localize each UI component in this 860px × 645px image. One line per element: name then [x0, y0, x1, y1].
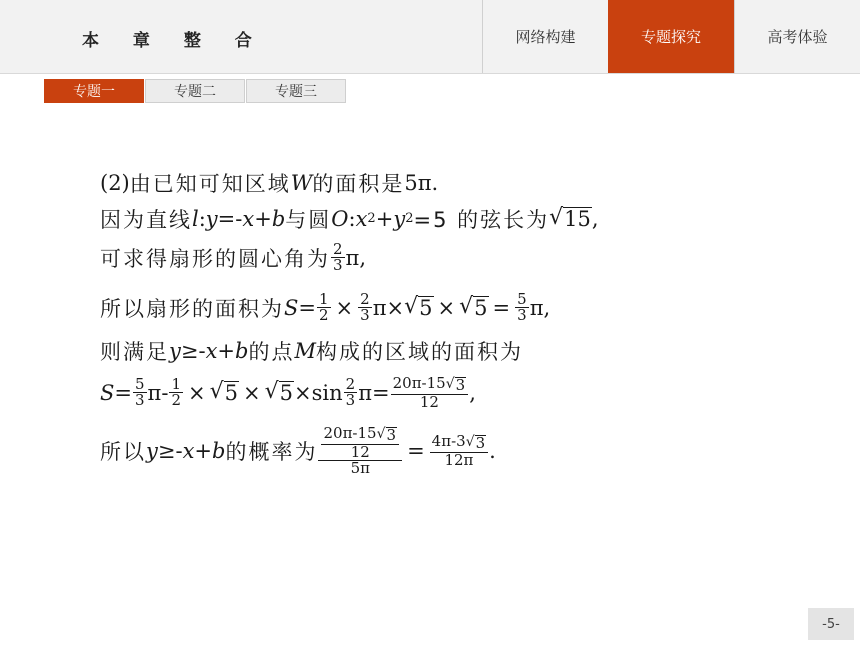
fraction-2-3: $\frac{2}{3}$	[360, 290, 370, 324]
solution-line-1: (2) 由已知可知区域 W 的面积是 5π.	[100, 171, 439, 196]
tab-topic-explore[interactable]: 专题探究	[608, 0, 734, 73]
sqrt-15: √ 15	[549, 205, 591, 232]
subtab-topic-2[interactable]: 专题二	[145, 79, 245, 103]
subtab-topic-1[interactable]: 专题一	[44, 79, 144, 103]
fraction-area-result: 20π-15 √ 3 12	[391, 376, 469, 410]
header	[0, 0, 860, 74]
topic-subtabs	[44, 79, 347, 103]
solution-line-4: 所以扇形的面积为 S = $\frac{1}{2}$ × $\frac{2}{3}$ π× √ 5 × √ 5 = $\frac{5}{3}$ π,	[100, 290, 551, 324]
fraction-5-3: $\frac{5}{3}$	[135, 375, 145, 410]
tab-exam-experience[interactable]: 高考体验	[734, 0, 860, 73]
fraction-2-3: $\frac{2}{3}$	[333, 240, 343, 274]
fraction-probability-result: 4π-3 √ 3 12π	[430, 434, 488, 468]
sqrt-5: √ 5	[404, 293, 433, 320]
main-nav	[482, 0, 860, 73]
solution-line-6: S = $\frac{5}{3}$ π- $\frac{1}{2}$ × √ 5 × √ 5 ×sin $\frac{2}{3}$ π= 20π-15 √ 3 12 ,	[100, 374, 476, 411]
solution-line-3: 可求得扇形的圆心角为 $\frac{2}{3}$ π,	[100, 240, 367, 274]
page-number: -5-	[808, 608, 854, 640]
fraction-1-2: $\frac{1}{2}$	[319, 290, 329, 324]
sqrt-5: √ 5	[209, 379, 239, 406]
sqrt-5: √ 5	[264, 379, 294, 406]
solution-line-7: 所以 y ≥- x + b 的概率为 20π-15 √ 3 12 5π = 4π-3 √ 3 12π .	[100, 424, 496, 477]
fraction-5-3: $\frac{5}{3}$	[517, 290, 527, 324]
subtab-topic-3[interactable]: 专题三	[246, 79, 346, 103]
solution-line-5: 则满足 y ≥- x + b 的点 M 构成的区域的面积为	[100, 339, 523, 364]
fraction-probability: 20π-15 √ 3 12 5π	[318, 426, 402, 476]
tab-network[interactable]: 网络构建	[482, 0, 608, 73]
fraction-2-3: $\frac{2}{3}$	[345, 375, 356, 410]
sqrt-5: √ 5	[459, 293, 488, 320]
solution-line-2: 因为直线 l : y =- x + b 与圆 O : x 2 + y 2 =5 的弦长为 √ 15 ,	[100, 205, 599, 232]
chapter-title: 本 章 整 合	[82, 31, 266, 51]
fraction-1-2: $\frac{1}{2}$	[171, 375, 181, 410]
fraction-inner: 20π-15 √ 3 12	[321, 426, 399, 460]
